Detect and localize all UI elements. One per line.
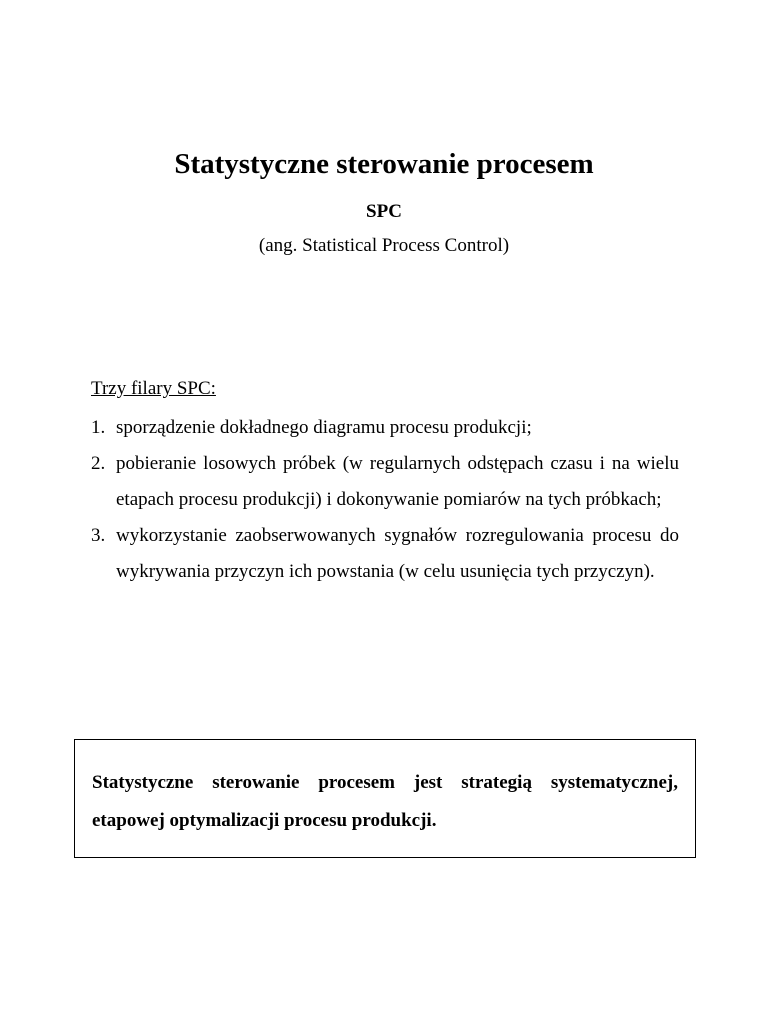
list-item-number: 1. — [91, 417, 106, 438]
english-name: (ang. Statistical Process Control) — [258, 235, 510, 256]
definition-box — [74, 739, 696, 858]
document-abbreviation: SPC — [366, 201, 402, 222]
pillars-section — [91, 375, 679, 590]
document-title: Statystyczne sterowanie procesem — [174, 148, 594, 180]
pillars-list — [91, 410, 679, 590]
list-item — [91, 446, 679, 518]
list-item-number: 3. — [91, 525, 106, 546]
list-item — [91, 410, 679, 446]
definition-text: Statystyczne sterowanie procesem jest strategią systematycznej, etapowej optymalizacji procesu produkcji. — [92, 772, 678, 831]
pillars-heading: Trzy filary SPC: — [91, 378, 216, 399]
list-item-text: sporządzenie dokładnego diagramu procesu produkcji; — [116, 417, 532, 438]
list-item-number: 2. — [91, 453, 106, 474]
list-item-text: wykorzystanie zaobserwowanych sygnałów rozregulowania procesu do wykrywania przyczyn ich powstania (w celu usunięcia tych przyczyn). — [116, 525, 679, 582]
list-item — [91, 518, 679, 590]
list-item-text: pobieranie losowych próbek (w regularnych odstępach czasu i na wielu etapach procesu produkcji) i dokonywanie pomiarów na tych próbkach; — [116, 453, 679, 510]
